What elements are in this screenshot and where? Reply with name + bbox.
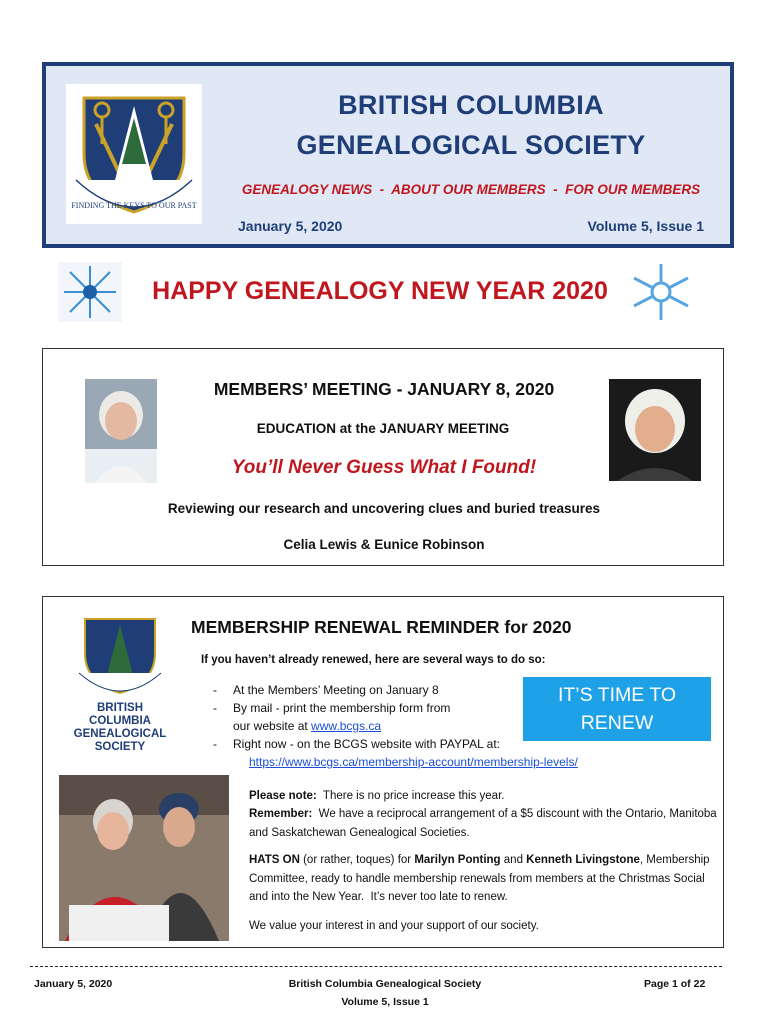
banner-line1: IT’S TIME TO RENEW <box>557 684 677 734</box>
renewal-option-paypal <box>213 735 500 753</box>
crest-motto: FINDING THE KEYS TO OUR PAST <box>71 201 197 210</box>
footer-date: January 5, 2020 <box>34 978 113 990</box>
website-link[interactable]: www.bcgs.ca <box>311 719 382 733</box>
hats-text-2: and <box>500 854 527 866</box>
society-crest-logo <box>66 84 202 224</box>
issue-volume: Volume 5, Issue 1 <box>587 218 704 234</box>
renewal-option-meeting <box>213 681 439 699</box>
renew-membership-banner <box>523 677 711 790</box>
crest-text-line3: GENEALOGICAL <box>73 728 167 740</box>
masthead <box>42 62 734 248</box>
crest-text-line1: BRITISH <box>97 702 143 714</box>
renewal-intro: If you haven’t already renewed, here are several ways to do so: <box>201 654 546 666</box>
renewal-option-mail <box>213 699 450 717</box>
meeting-title: MEMBERS’ MEETING - JANUARY 8, 2020 <box>213 379 555 399</box>
meeting-subtitle: EDUCATION at the JANUARY MEETING <box>256 421 510 436</box>
hats-text-3: , Membership Committee, ready to handle membership renewals from members at the Christmas Social and into the New Year. It’s never too late to renew. <box>249 854 713 903</box>
speaker-photo-eunice <box>609 379 701 481</box>
talk-description: Reviewing our research and uncovering clues and buried treasures <box>167 501 601 516</box>
new-year-headline: HAPPY GENEALOGY NEW YEAR 2020 <box>152 277 608 305</box>
membership-levels-link[interactable]: https://www.bcgs.ca/membership-account/membership-levels/ <box>249 755 578 769</box>
renewal-option-mail-continued <box>233 717 381 735</box>
footer-volume: Volume 5, Issue 1 <box>341 996 429 1008</box>
footer-divider <box>30 966 722 967</box>
bullet-text: our website at <box>233 719 312 733</box>
snowflake-right-image <box>626 260 696 324</box>
note-paragraph <box>249 787 721 806</box>
footer-organization: British Columbia Genealogical Society <box>288 978 482 990</box>
bullet-dash: - <box>213 737 217 751</box>
talk-title: You’ll Never Guess What I Found! <box>231 457 537 478</box>
bullet-text: Right now - on the BCGS website with PAYPAL at: <box>233 737 501 751</box>
renewal-title: MEMBERSHIP RENEWAL REMINDER for 2020 <box>191 617 572 637</box>
member-name-1: Marilyn Ponting <box>414 854 501 866</box>
bullet-dash: - <box>213 683 217 697</box>
membership-committee-photo <box>59 775 229 941</box>
masthead-title-line2: GENEALOGICAL SOCIETY <box>296 130 646 160</box>
banner-line2: YOUR MEMBERSHIP! <box>548 740 686 790</box>
hats-text-1: (or rather, toques) for <box>299 854 415 866</box>
meeting-announcement-box <box>42 348 724 566</box>
remember-paragraph <box>249 805 721 842</box>
remember-label: Remember: <box>249 808 313 820</box>
remember-text: We have a reciprocal arrangement of a $5 discount with the Ontario, Manitoba and Saskatchewan Genealogical Societies. <box>249 808 720 839</box>
crest-text-line2: COLUMBIA <box>89 715 151 727</box>
value-paragraph: We value your interest in and your support of our society. <box>249 920 539 932</box>
note-label: Please note: <box>249 790 317 802</box>
member-name-2: Kenneth Livingstone <box>526 854 640 866</box>
note-text: There is no price increase this year. <box>316 790 505 802</box>
bullet-text: By mail - print the membership form from <box>233 701 451 715</box>
issue-date: January 5, 2020 <box>238 218 343 234</box>
hats-label: HATS ON <box>249 854 300 866</box>
footer-page-number: Page 1 of 22 <box>644 978 706 990</box>
bullet-dash: - <box>213 701 217 715</box>
snowflake-left-image <box>58 262 122 322</box>
talk-speakers: Celia Lewis & Eunice Robinson <box>283 537 485 552</box>
hats-on-paragraph <box>249 851 721 907</box>
masthead-title-line1: BRITISH COLUMBIA <box>338 90 604 120</box>
membership-renewal-box <box>42 596 724 948</box>
society-crest-small-logo <box>63 613 177 755</box>
masthead-tagline: GENEALOGY NEWS - ABOUT OUR MEMBERS - FOR OUR MEMBERS <box>241 182 701 197</box>
bullet-text: At the Members’ Meeting on January 8 <box>233 683 439 697</box>
crest-text-line4: SOCIETY <box>94 741 146 753</box>
